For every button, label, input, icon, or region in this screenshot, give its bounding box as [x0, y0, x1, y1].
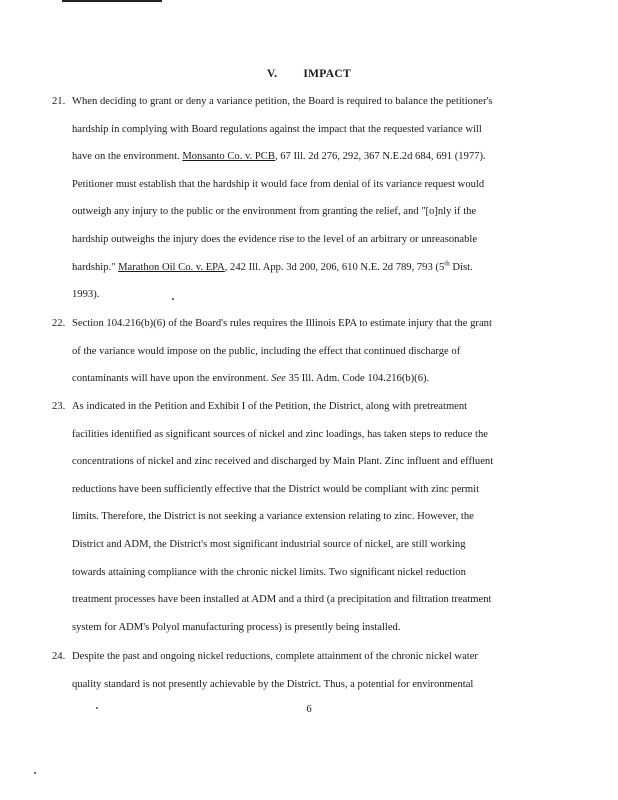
paragraph-line: 1993).: [72, 289, 100, 301]
paragraph-line: hardship outweighs the injury does the evidence rise to the level of an arbitrary or unreasonable: [72, 233, 478, 245]
page-number: 6: [306, 704, 312, 715]
section-heading: [0, 68, 618, 80]
section-number: V.: [267, 68, 278, 80]
paragraph-text: have on the environment.: [72, 151, 183, 163]
paragraph-line: facilities identified as significant sources of nickel and zinc loadings, has taken steps to reduce the: [72, 428, 488, 440]
scan-speck: [96, 707, 98, 709]
top-edge-rule: [62, 0, 162, 2]
paragraph-line: quality standard is not presently achievable by the District. Thus, a potential for environmental: [72, 678, 474, 690]
paragraph-line: reductions have been sufficiently effective that the District would be compliant with zinc permit: [72, 483, 480, 495]
section-title: IMPACT: [303, 68, 351, 80]
case-citation-tail: Dist.: [449, 261, 473, 273]
paragraph-line: outweigh any injury to the public or the environment from granting the relief, and "[o]nly if the: [72, 206, 477, 218]
paragraph-line: [52, 254, 572, 282]
ordinal-superscript: th: [444, 259, 450, 268]
paragraph-line: system for ADM's Polyol manufacturing process) is presently being installed.: [72, 621, 401, 633]
paragraph-line: District and ADM, the District's most significant industrial source of nickel, are still working: [72, 538, 466, 550]
paragraph-line: treatment processes have been installed at ADM and a third (a precipitation and filtration treatment: [72, 594, 492, 606]
paragraph-23: [52, 393, 572, 641]
paragraph-line: [52, 143, 572, 171]
paragraph-line: Despite the past and ongoing nickel reductions, complete attainment of the chronic nickel water: [72, 651, 478, 662]
paragraph-line: limits. Therefore, the District is not seeking a variance extension relating to zinc. However, the: [72, 511, 474, 523]
case-citation-name: Marathon Oil Co. v. EPA: [118, 261, 225, 273]
case-citation-detail: , 242 Ill. App. 3d 200, 206, 610 N.E. 2d 789, 793 (5: [224, 261, 445, 273]
paragraph-line: As indicated in the Petition and Exhibit I of the Petition, the District, along with pretreatment: [72, 401, 468, 412]
paragraph-line: of the variance would impose on the public, including the effect that continued discharge of: [72, 345, 461, 357]
paragraph-line: concentrations of nickel and zinc received and discharged by Main Plant. Zinc influent and effluent: [72, 456, 494, 468]
paragraph-line: Petitioner must establish that the hardship it would face from denial of its variance request would: [72, 178, 485, 190]
case-citation-name: Monsanto Co. v. PCB: [182, 151, 275, 163]
paragraph-line: hardship in complying with Board regulations against the impact that the requested variance will: [72, 123, 482, 135]
paragraph-number: 24.: [52, 651, 66, 662]
scan-speck: [172, 298, 174, 300]
paragraph-line: [52, 365, 572, 393]
paragraph-line: When deciding to grant or deny a variance petition, the Board is required to balance the petitioner's: [72, 96, 493, 107]
paragraph-line: towards attaining compliance with the chronic nickel limits. Two significant nickel reduction: [72, 566, 466, 578]
paragraph-number: 21.: [52, 96, 66, 107]
paragraph-number: 23.: [52, 401, 66, 412]
case-citation-detail: , 67 Ill. 2d 276, 292, 367 N.E.2d 684, 691 (1977).: [274, 151, 486, 163]
signal-word-see: See: [271, 373, 286, 385]
paragraph-text: 35 Ill. Adm. Code 104.216(b)(6).: [285, 373, 430, 385]
scan-speck: [34, 772, 36, 774]
paragraph-22: [52, 310, 572, 393]
paragraph-24: [52, 643, 572, 698]
paragraph-text: hardship.": [72, 261, 119, 273]
paragraph-line: Section 104.216(b)(6) of the Board's rules requires the Illinois EPA to estimate injury that the grant: [72, 318, 492, 329]
paragraph-21: [52, 88, 572, 309]
paragraph-number: 22.: [52, 318, 66, 329]
paragraph-text: contaminants will have upon the environment.: [72, 373, 272, 385]
